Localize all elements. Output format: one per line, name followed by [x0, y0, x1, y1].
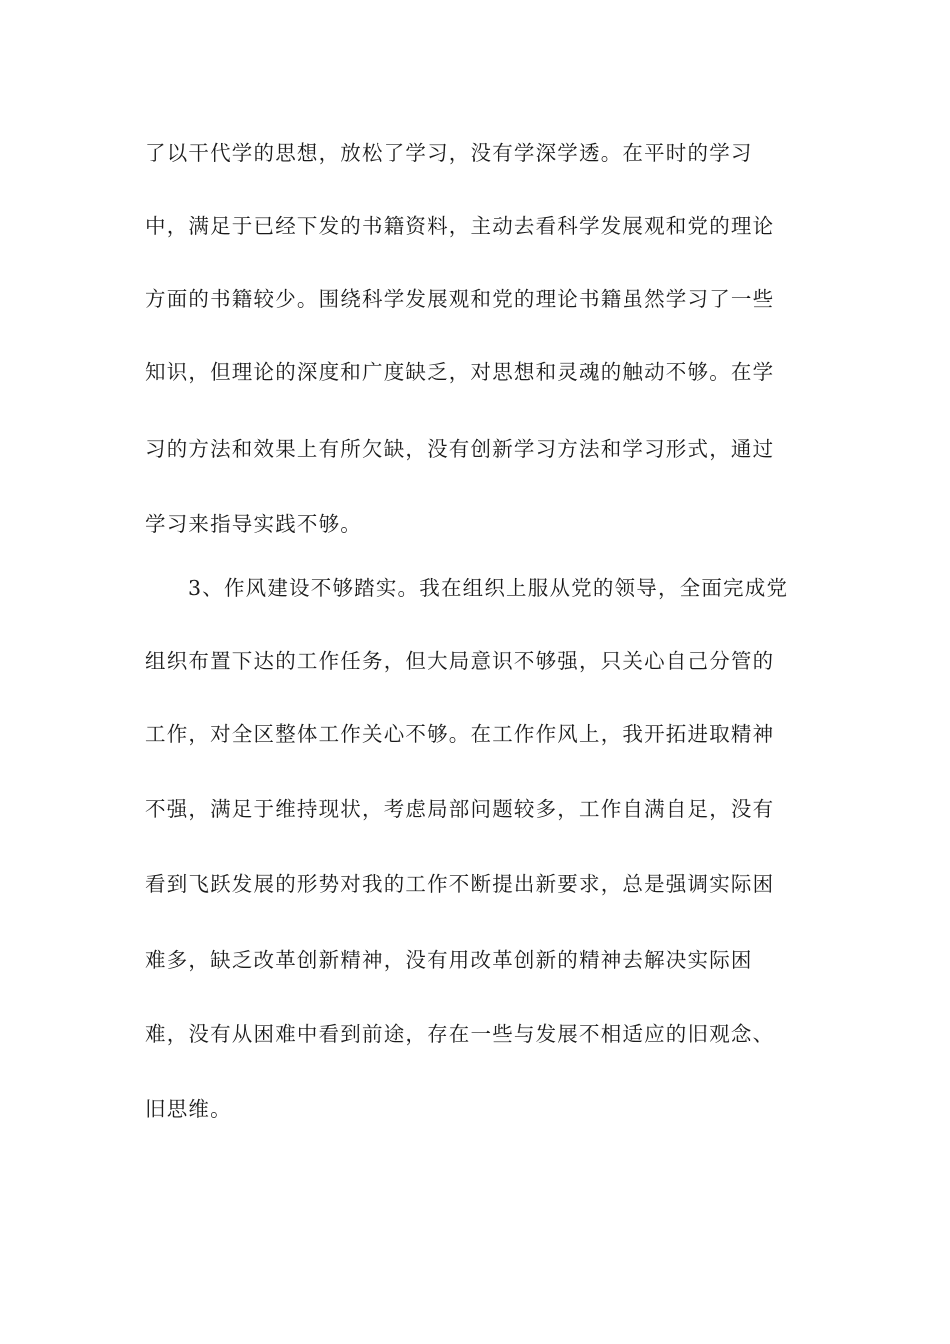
text-line: 方面的书籍较少。围绕科学发展观和党的理论书籍虽然学习了一些 — [145, 287, 775, 311]
text-line: 不强，满足于维持现状，考虑局部问题较多，工作自满自足，没有 — [145, 797, 775, 821]
text-line: 了以干代学的思想，放松了学习，没有学深学透。在平时的学习 — [145, 141, 753, 165]
text-line: 习的方法和效果上有所欠缺，没有创新学习方法和学习形式，通过 — [145, 437, 775, 461]
text-line: 学习来指导实践不够。 — [145, 512, 362, 536]
text-line: 看到飞跃发展的形势对我的工作不断提出新要求，总是强调实际困 — [145, 872, 775, 896]
text-line: 难，没有从困难中看到前途，存在一些与发展不相适应的旧观念、 — [145, 1022, 775, 1046]
text-line: 知识，但理论的深度和广度缺乏，对思想和灵魂的触动不够。在学 — [145, 360, 775, 384]
text-line: 旧思维。 — [145, 1097, 232, 1121]
text-line: 组织布置下达的工作任务，但大局意识不够强，只关心自己分管的 — [145, 649, 775, 673]
text-line: 难多，缺乏改革创新精神，没有用改革创新的精神去解决实际困 — [145, 948, 753, 972]
text-line: 中，满足于已经下发的书籍资料，主动去看科学发展观和党的理论 — [145, 214, 775, 238]
text-line: 工作，对全区整体工作关心不够。在工作作风上，我开拓进取精神 — [145, 722, 775, 746]
paragraph-start-line: 3、作风建设不够踏实。我在组织上服从党的领导，全面完成党 — [188, 576, 789, 600]
